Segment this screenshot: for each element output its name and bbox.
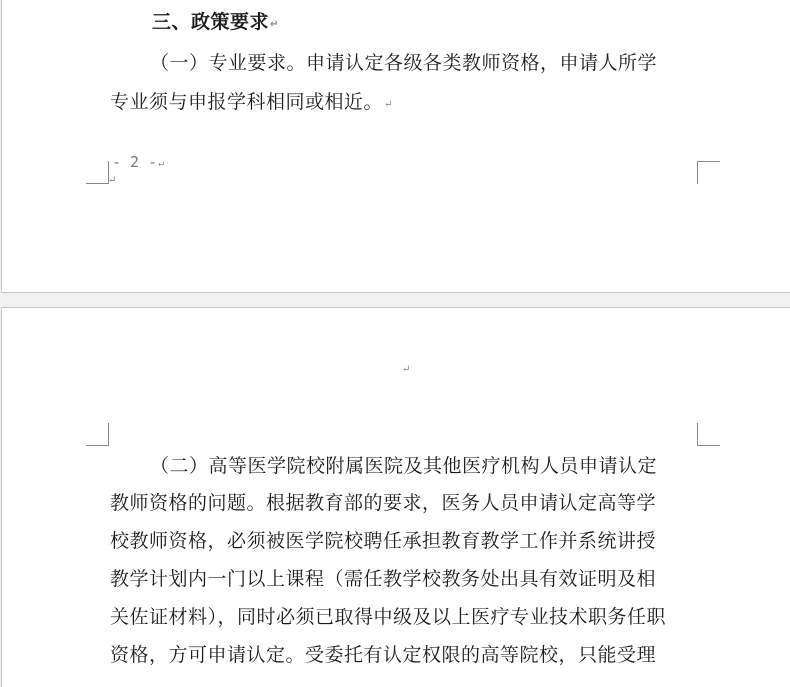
line-text: 校教师资格，必须被医学院校聘任承担教育教学工作并系统讲授 [110,530,657,552]
margin-corner-mark [86,423,109,446]
paragraph-mark: ↵ [270,19,279,30]
line-text: 教学计划内一门以上课程（需任教学校教务处出具有效证明及相 [110,568,657,590]
paragraph-mark: ↵ [158,158,165,169]
paragraph-mark: ↵ [108,175,117,186]
paragraph-mark: ↵ [384,99,393,110]
page-number-text: - 2 - [112,153,158,171]
line-text: 教师资格的问题。根据教育部的要求，医务人员申请认定高等学 [110,492,657,514]
line-text: （二）高等医学院校附属医院及其他医疗机构人员申请认定 [150,455,658,477]
margin-corner-mark [697,161,720,184]
paragraph-line [150,48,657,78]
paragraph-line [110,488,656,518]
line-text: 专业须与申报学科相同或相近。 [110,91,384,113]
margin-corner-mark [86,161,109,184]
paragraph-line [110,564,656,594]
line-text: （一）专业要求。申请认定各级各类教师资格，申请人所学 [150,52,658,74]
heading-text: 三、政策要求 [152,11,270,33]
paragraph-line [110,526,656,556]
page-number [112,153,164,171]
document-page [1,0,790,293]
section-heading [152,7,278,40]
line-text: 资格，方可申请认定。受委托有认定权限的高等院校，只能受理 [110,644,657,666]
paragraph-line [110,640,656,670]
paragraph-mark: ↵ [402,364,411,375]
line-text: 关佐证材料），同时必须已取得中级及以上医疗专业技术职务任职 [110,606,667,628]
paragraph-line [110,602,666,632]
document-page [1,307,790,687]
paragraph-line [110,87,392,120]
margin-corner-mark [697,423,720,446]
paragraph-line [150,451,657,481]
